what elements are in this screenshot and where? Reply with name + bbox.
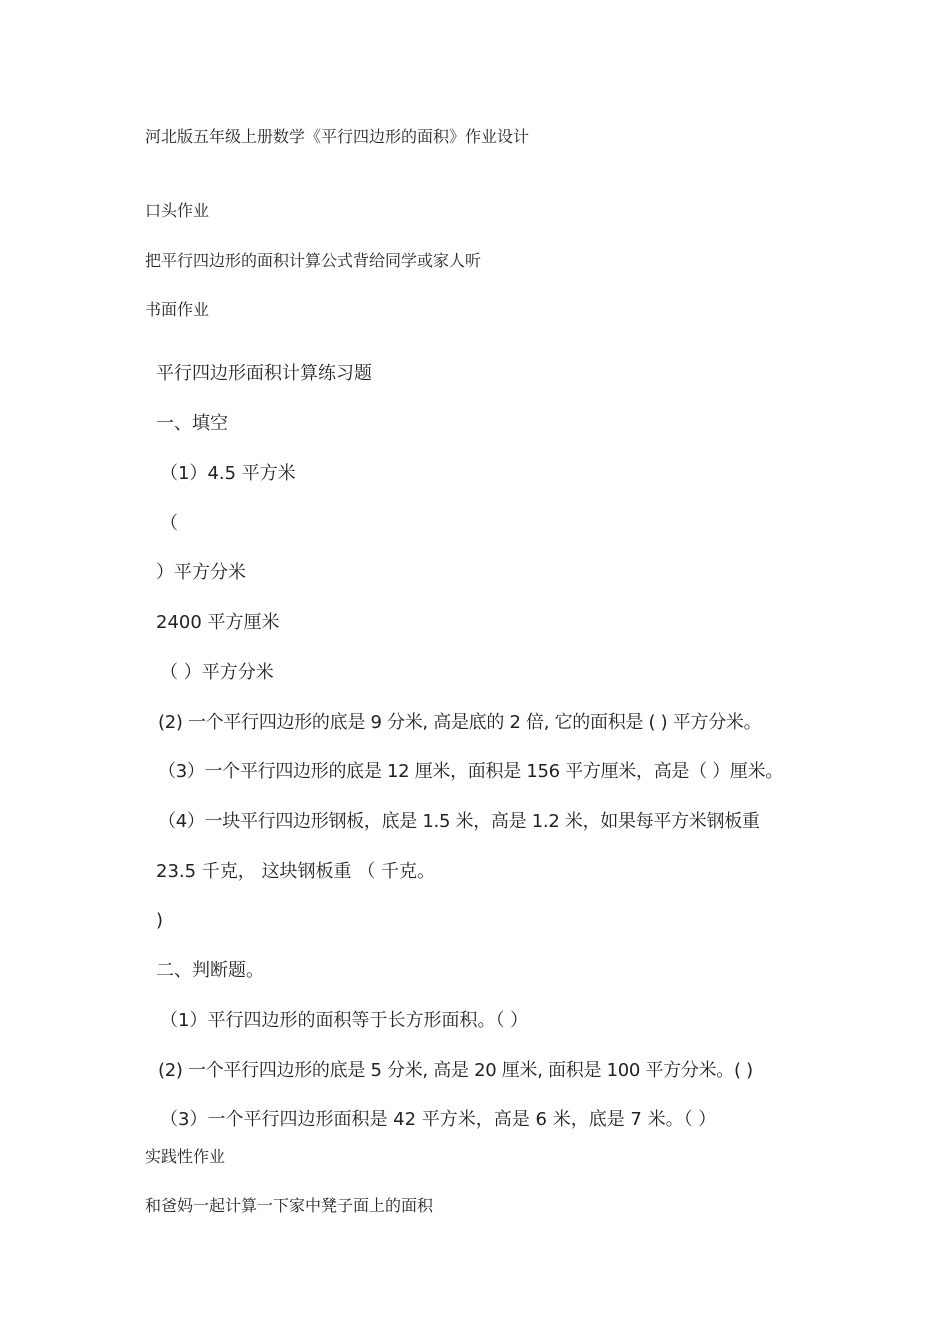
practice-homework-heading: 实践性作业: [145, 1147, 226, 1166]
fill-item-2: (2) 一个平行四边形的底是 9 分米, 高是底的 2 倍, 它的面积是 ( ) 平方分米。: [158, 712, 762, 733]
fill-item-4b: 23.5 千克， 这块钢板重 （ 千克。: [156, 861, 435, 882]
exercise-title: 平行四边形面积计算练习题: [156, 363, 372, 384]
fill-item-1a: （1）4.5 平方米: [160, 463, 296, 484]
fill-item-1b: （: [160, 513, 178, 534]
fill-item-4a: （4）一块平行四边形钢板，底是 1.5 米，高是 1.2 米，如果每平方米钢板重: [158, 811, 760, 832]
fill-item-3: （3）一个平行四边形的底是 12 厘米，面积是 156 平方厘米，高是（ ）厘米。: [158, 761, 784, 782]
fill-item-1e: （ ）平方分米: [160, 662, 274, 683]
judge-item-2: (2) 一个平行四边形的底是 5 分米, 高是 20 厘米, 面积是 100 平方分米。( ): [158, 1060, 753, 1081]
fill-item-4c: ): [156, 910, 164, 931]
fill-item-1d: 2400 平方厘米: [156, 612, 280, 633]
judge-item-1: （1）平行四边形的面积等于长方形面积。（ ）: [160, 1010, 529, 1031]
oral-homework-task: 把平行四边形的面积计算公式背给同学或家人听: [145, 251, 482, 270]
oral-homework-heading: 口头作业: [145, 201, 210, 220]
written-homework-heading: 书面作业: [145, 300, 210, 319]
fill-item-1c: ）平方分米: [156, 562, 246, 583]
practice-homework-task: 和爸妈一起计算一下家中凳子面上的面积: [145, 1196, 434, 1215]
judge-heading: 二、判断题。: [156, 960, 264, 981]
document-title: 河北版五年级上册数学《平行四边形的面积》作业设计: [145, 127, 530, 146]
judge-item-3: （3）一个平行四边形面积是 42 平方米，高是 6 米，底是 7 米。（ ）: [160, 1109, 717, 1130]
fill-blank-heading: 一、填空: [156, 413, 228, 434]
